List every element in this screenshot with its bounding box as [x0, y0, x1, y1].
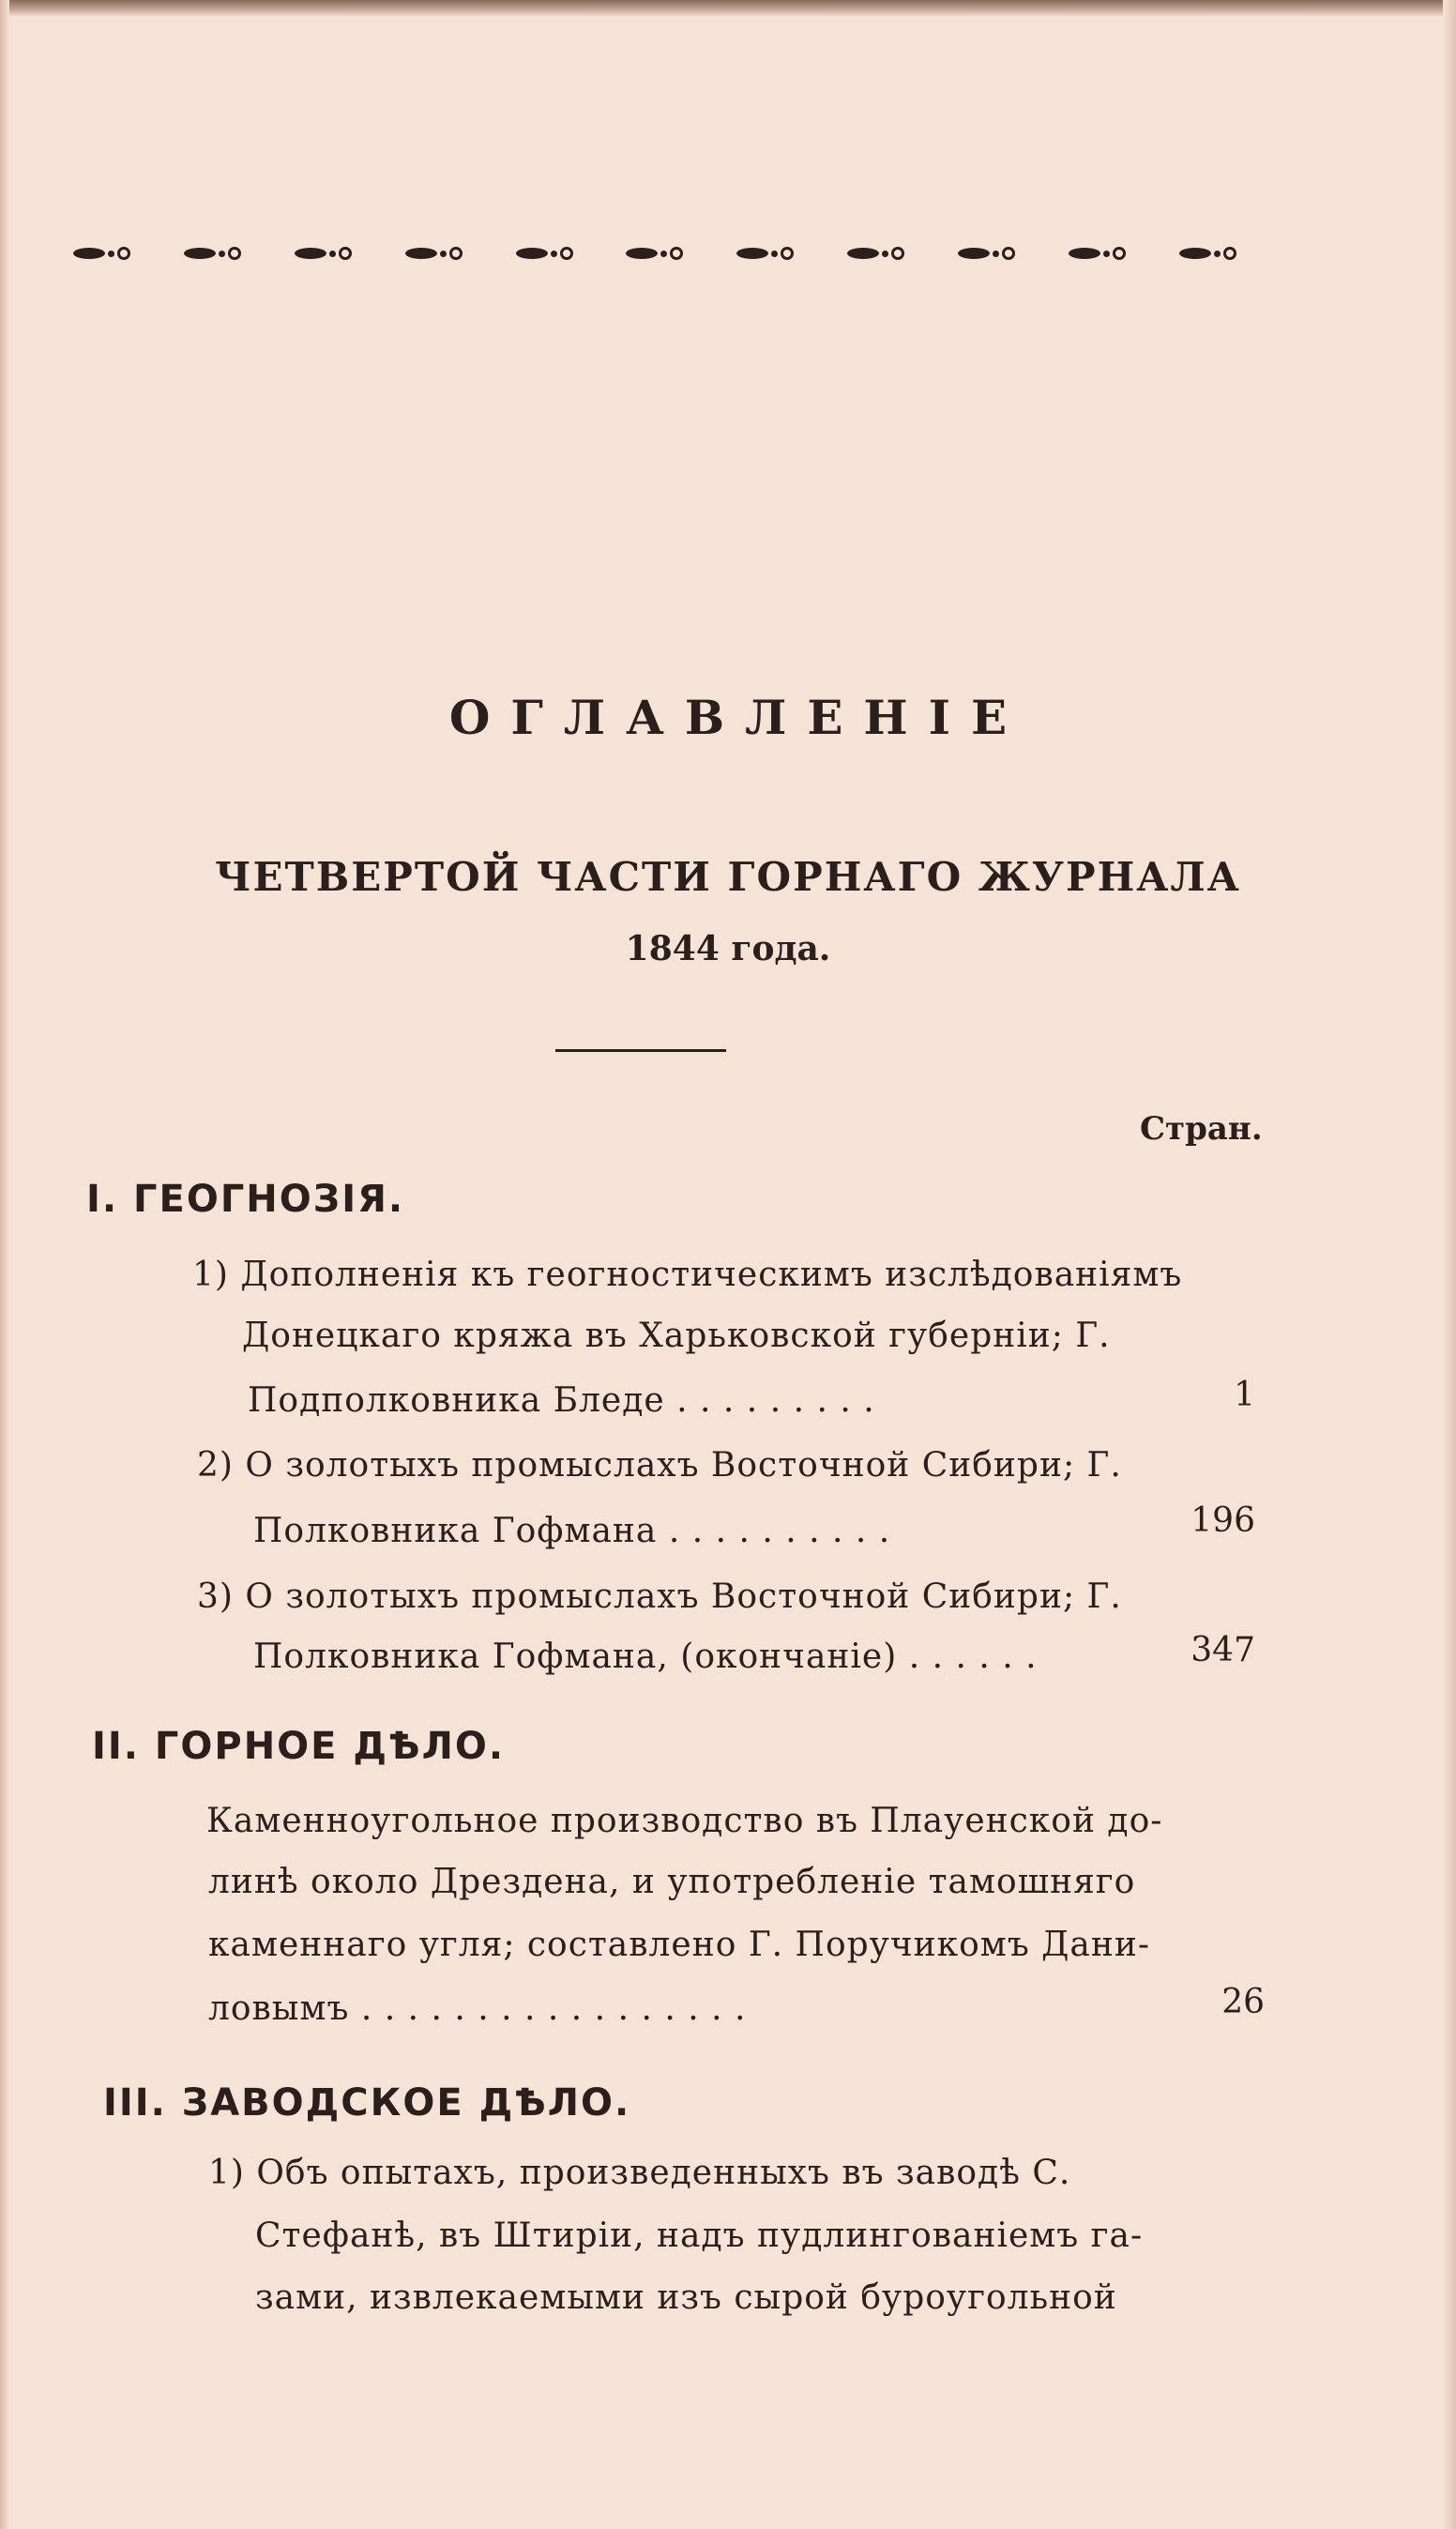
- ring-ornament-icon: [449, 247, 463, 260]
- toc-line: Каменноугольное производство въ Плауенской до-: [206, 1802, 1163, 1840]
- ring-ornament-icon: [117, 247, 130, 260]
- toc-line: Стефанѣ, въ Штиріи, надъ пудлингованіемъ га-: [255, 2217, 1144, 2255]
- dot-ornament-icon: [1214, 251, 1221, 257]
- ring-ornament-icon: [339, 247, 352, 260]
- toc-line: каменнаго угля; составлено Г. Поручикомъ Дани-: [208, 1926, 1151, 1964]
- leaf-ornament-icon: [626, 248, 658, 259]
- dot-ornament-icon: [329, 251, 336, 257]
- dot-ornament-icon: [551, 251, 557, 257]
- page-number: 26: [1221, 1983, 1265, 2021]
- dot-ornament-icon: [108, 251, 114, 257]
- toc-line: линѣ около Дрездена, и употребленіе тамошняго: [208, 1863, 1136, 1901]
- dot-ornament-icon: [660, 251, 667, 257]
- ornament-unit: [516, 247, 573, 260]
- ring-ornament-icon: [560, 247, 573, 260]
- ring-ornament-icon: [1113, 247, 1126, 260]
- ornament-unit: [1069, 247, 1126, 260]
- toc-line: 3) О золотыхъ промыслахъ Восточной Сибири; Г.: [197, 1577, 1122, 1616]
- page-column-label: Стран.: [1140, 1110, 1263, 1148]
- toc-line: Донецкаго кряжа въ Харьковской губерніи; Г.: [242, 1317, 1111, 1355]
- dot-ornament-icon: [882, 251, 888, 257]
- dot-ornament-icon: [440, 251, 447, 257]
- page-edge-right: [1443, 0, 1456, 2529]
- ornament-unit: [626, 247, 683, 260]
- ornament-unit: [1179, 247, 1236, 260]
- year-line: 1844 года.: [625, 929, 831, 968]
- page-title: ОГЛАВЛЕНІЕ: [448, 690, 1028, 745]
- divider-rule: [555, 1049, 726, 1052]
- page-edge-top: [0, 0, 1456, 17]
- toc-line: 1) Дополненія къ геогностическимъ изслѣдованіямъ: [192, 1256, 1183, 1294]
- dot-ornament-icon: [1103, 251, 1110, 257]
- page-number: 1: [1234, 1376, 1255, 1414]
- ring-ornament-icon: [781, 247, 794, 260]
- leaf-ornament-icon: [295, 248, 326, 259]
- ornament-unit: [405, 247, 463, 260]
- toc-line: Полковника Гофмана . . . . . . . . . .: [253, 1512, 891, 1550]
- ornament-border: [73, 236, 1236, 270]
- leaf-ornament-icon: [1069, 248, 1100, 259]
- ornament-unit: [73, 247, 130, 260]
- ring-ornament-icon: [670, 247, 683, 260]
- toc-line: Подполковника Бледе . . . . . . . . .: [248, 1381, 875, 1420]
- toc-line: зами, извлекаемыми изъ сырой буроугольной: [255, 2278, 1117, 2317]
- dot-ornament-icon: [771, 251, 778, 257]
- ornament-unit: [295, 247, 352, 260]
- leaf-ornament-icon: [1179, 248, 1211, 259]
- leaf-ornament-icon: [958, 248, 990, 259]
- section-title: III. ЗАВОДСКОЕ ДѢЛО.: [103, 2081, 631, 2125]
- ornament-unit: [736, 247, 794, 260]
- ring-ornament-icon: [891, 247, 904, 260]
- ornament-unit: [847, 247, 904, 260]
- page-subtitle: ЧЕТВЕРТОЙ ЧАСТИ ГОРНАГО ЖУРНАЛА: [215, 854, 1241, 900]
- leaf-ornament-icon: [736, 248, 768, 259]
- ring-ornament-icon: [1223, 247, 1236, 260]
- ring-ornament-icon: [1002, 247, 1015, 260]
- leaf-ornament-icon: [184, 248, 216, 259]
- dot-ornament-icon: [993, 251, 999, 257]
- leaf-ornament-icon: [73, 248, 105, 259]
- page-edge-left: [0, 0, 9, 2529]
- toc-line: 1) Объ опытахъ, произведенныхъ въ заводѣ С.: [208, 2154, 1071, 2192]
- ornament-unit: [184, 247, 241, 260]
- leaf-ornament-icon: [405, 248, 437, 259]
- ornament-unit: [958, 247, 1015, 260]
- toc-line: 2) О золотыхъ промыслахъ Восточной Сибири; Г.: [197, 1446, 1122, 1485]
- section-title: I. ГЕОГНОЗІЯ.: [86, 1178, 405, 1221]
- dot-ornament-icon: [219, 251, 225, 257]
- toc-line: Полковника Гофмана, (окончаніе) . . . . . .: [253, 1638, 1038, 1676]
- ring-ornament-icon: [228, 247, 241, 260]
- leaf-ornament-icon: [516, 248, 548, 259]
- page-number: 347: [1191, 1631, 1255, 1669]
- toc-line: ловымъ . . . . . . . . . . . . . . . . .: [208, 1989, 747, 2028]
- leaf-ornament-icon: [847, 248, 879, 259]
- page-number: 196: [1191, 1501, 1255, 1540]
- section-title: II. ГОРНОЕ ДѢЛО.: [92, 1725, 506, 1768]
